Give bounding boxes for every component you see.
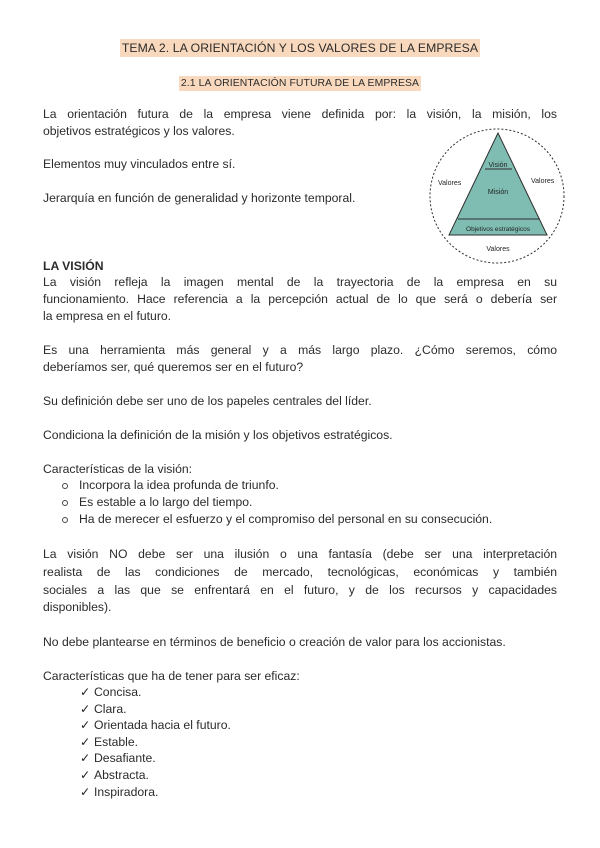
check-icon: ✓ (80, 784, 91, 799)
check-icon: ✓ (80, 685, 91, 699)
intro-line-2: objetivos estratégicos y los valores. (43, 124, 235, 138)
list-item-label: Estable. (94, 734, 139, 749)
list-item (80, 767, 231, 784)
vision-p6: No debe plantearse en términos de beneficio o creación de valor para los accionistas. (43, 635, 506, 649)
valores-label-bottom: Valores (486, 246, 510, 253)
vision-p1-line3: la empresa en el futuro. (43, 309, 172, 323)
check-icon: ✓ (80, 734, 91, 749)
intro-paragraph-2: Elementos muy vinculados entre sí. (43, 157, 236, 171)
list-item (80, 784, 231, 801)
list-item (80, 701, 231, 718)
check-icon: ✓ (80, 751, 91, 766)
list-item-label: Concisa. (94, 685, 142, 699)
list-item (80, 717, 231, 734)
vision-p4: Condiciona la definición de la misión y los objetivos estratégicos. (43, 428, 393, 442)
pyramid-label-mision: Misión (487, 189, 509, 196)
list-item-label: Desafiante. (94, 751, 156, 766)
orientation-pyramid-diagram (428, 127, 566, 265)
vision-p5-line4: disponibles). (43, 600, 112, 614)
vision-characteristics-intro: Características de la visión: (43, 462, 193, 476)
vision-effective-list (80, 684, 231, 800)
subtitle-block (0, 75, 600, 89)
list-item: Ha de merecer el esfuerzo y el compromiso del personal en su consecución. (62, 511, 492, 528)
vision-heading: LA VISIÓN (43, 259, 104, 273)
list-item-label: Abstracta. (94, 767, 149, 782)
list-item (80, 734, 231, 751)
pyramid-label-vision: Visión (488, 162, 508, 169)
vision-p2-line2: deberíamos ser, qué queremos ser en el futuro? (43, 360, 304, 374)
vision-p1-line2: funcionamiento. Hace referencia a la percepción actual de lo que será o debería ser (43, 292, 557, 306)
vision-p1-line1: La visión refleja la imagen mental de la trayectoria de la empresa en su (43, 275, 557, 289)
list-item (80, 684, 231, 701)
vision-p3: Su definición debe ser uno de los papeles centrales del líder. (43, 394, 372, 408)
list-item: Incorpora la idea profunda de triunfo. (62, 477, 492, 494)
vision-p2-line1: Es una herramienta más general y a más largo plazo. ¿Cómo seremos, cómo (43, 343, 557, 357)
check-icon: ✓ (80, 701, 91, 716)
section-subtitle: 2.1 LA ORIENTACIÓN FUTURA DE LA EMPRESA (180, 78, 420, 89)
page-title: TEMA 2. LA ORIENTACIÓN Y LOS VALORES DE LA EMPRESA (121, 41, 479, 55)
intro-line-1: La orientación futura de la empresa viene definida por: la visión, la misión, los (43, 107, 557, 121)
vision-characteristics-list (62, 477, 492, 528)
valores-label-right: Valores (531, 178, 555, 185)
list-item: Es estable a lo largo del tiempo. (62, 494, 492, 511)
list-item (80, 750, 231, 767)
valores-label-left: Valores (438, 180, 462, 187)
pyramid-label-objetivos: Objetivos estratégicos (466, 226, 530, 233)
vision-p5-line2: realista de las condiciones de mercado, tecnológicas, económicas y también (43, 565, 557, 579)
vision-effective-intro: Características que ha de tener para ser eficaz: (43, 669, 300, 683)
vision-p5-line3: sociales a las que se enfrentará en el futuro, y de los recursos y capacidades (43, 583, 557, 597)
vision-p5-line1: La visión NO debe ser una ilusión o una fantasía (debe ser una interpretación (43, 547, 557, 561)
intro-paragraph-3: Jerarquía en función de generalidad y horizonte temporal. (43, 191, 356, 205)
list-item-label: Clara. (94, 701, 127, 716)
check-icon: ✓ (80, 767, 91, 782)
list-item-label: Inspiradora. (94, 784, 159, 799)
list-item-label: Orientada hacia el futuro. (94, 718, 231, 733)
title-block (0, 41, 600, 55)
check-icon: ✓ (80, 718, 91, 733)
